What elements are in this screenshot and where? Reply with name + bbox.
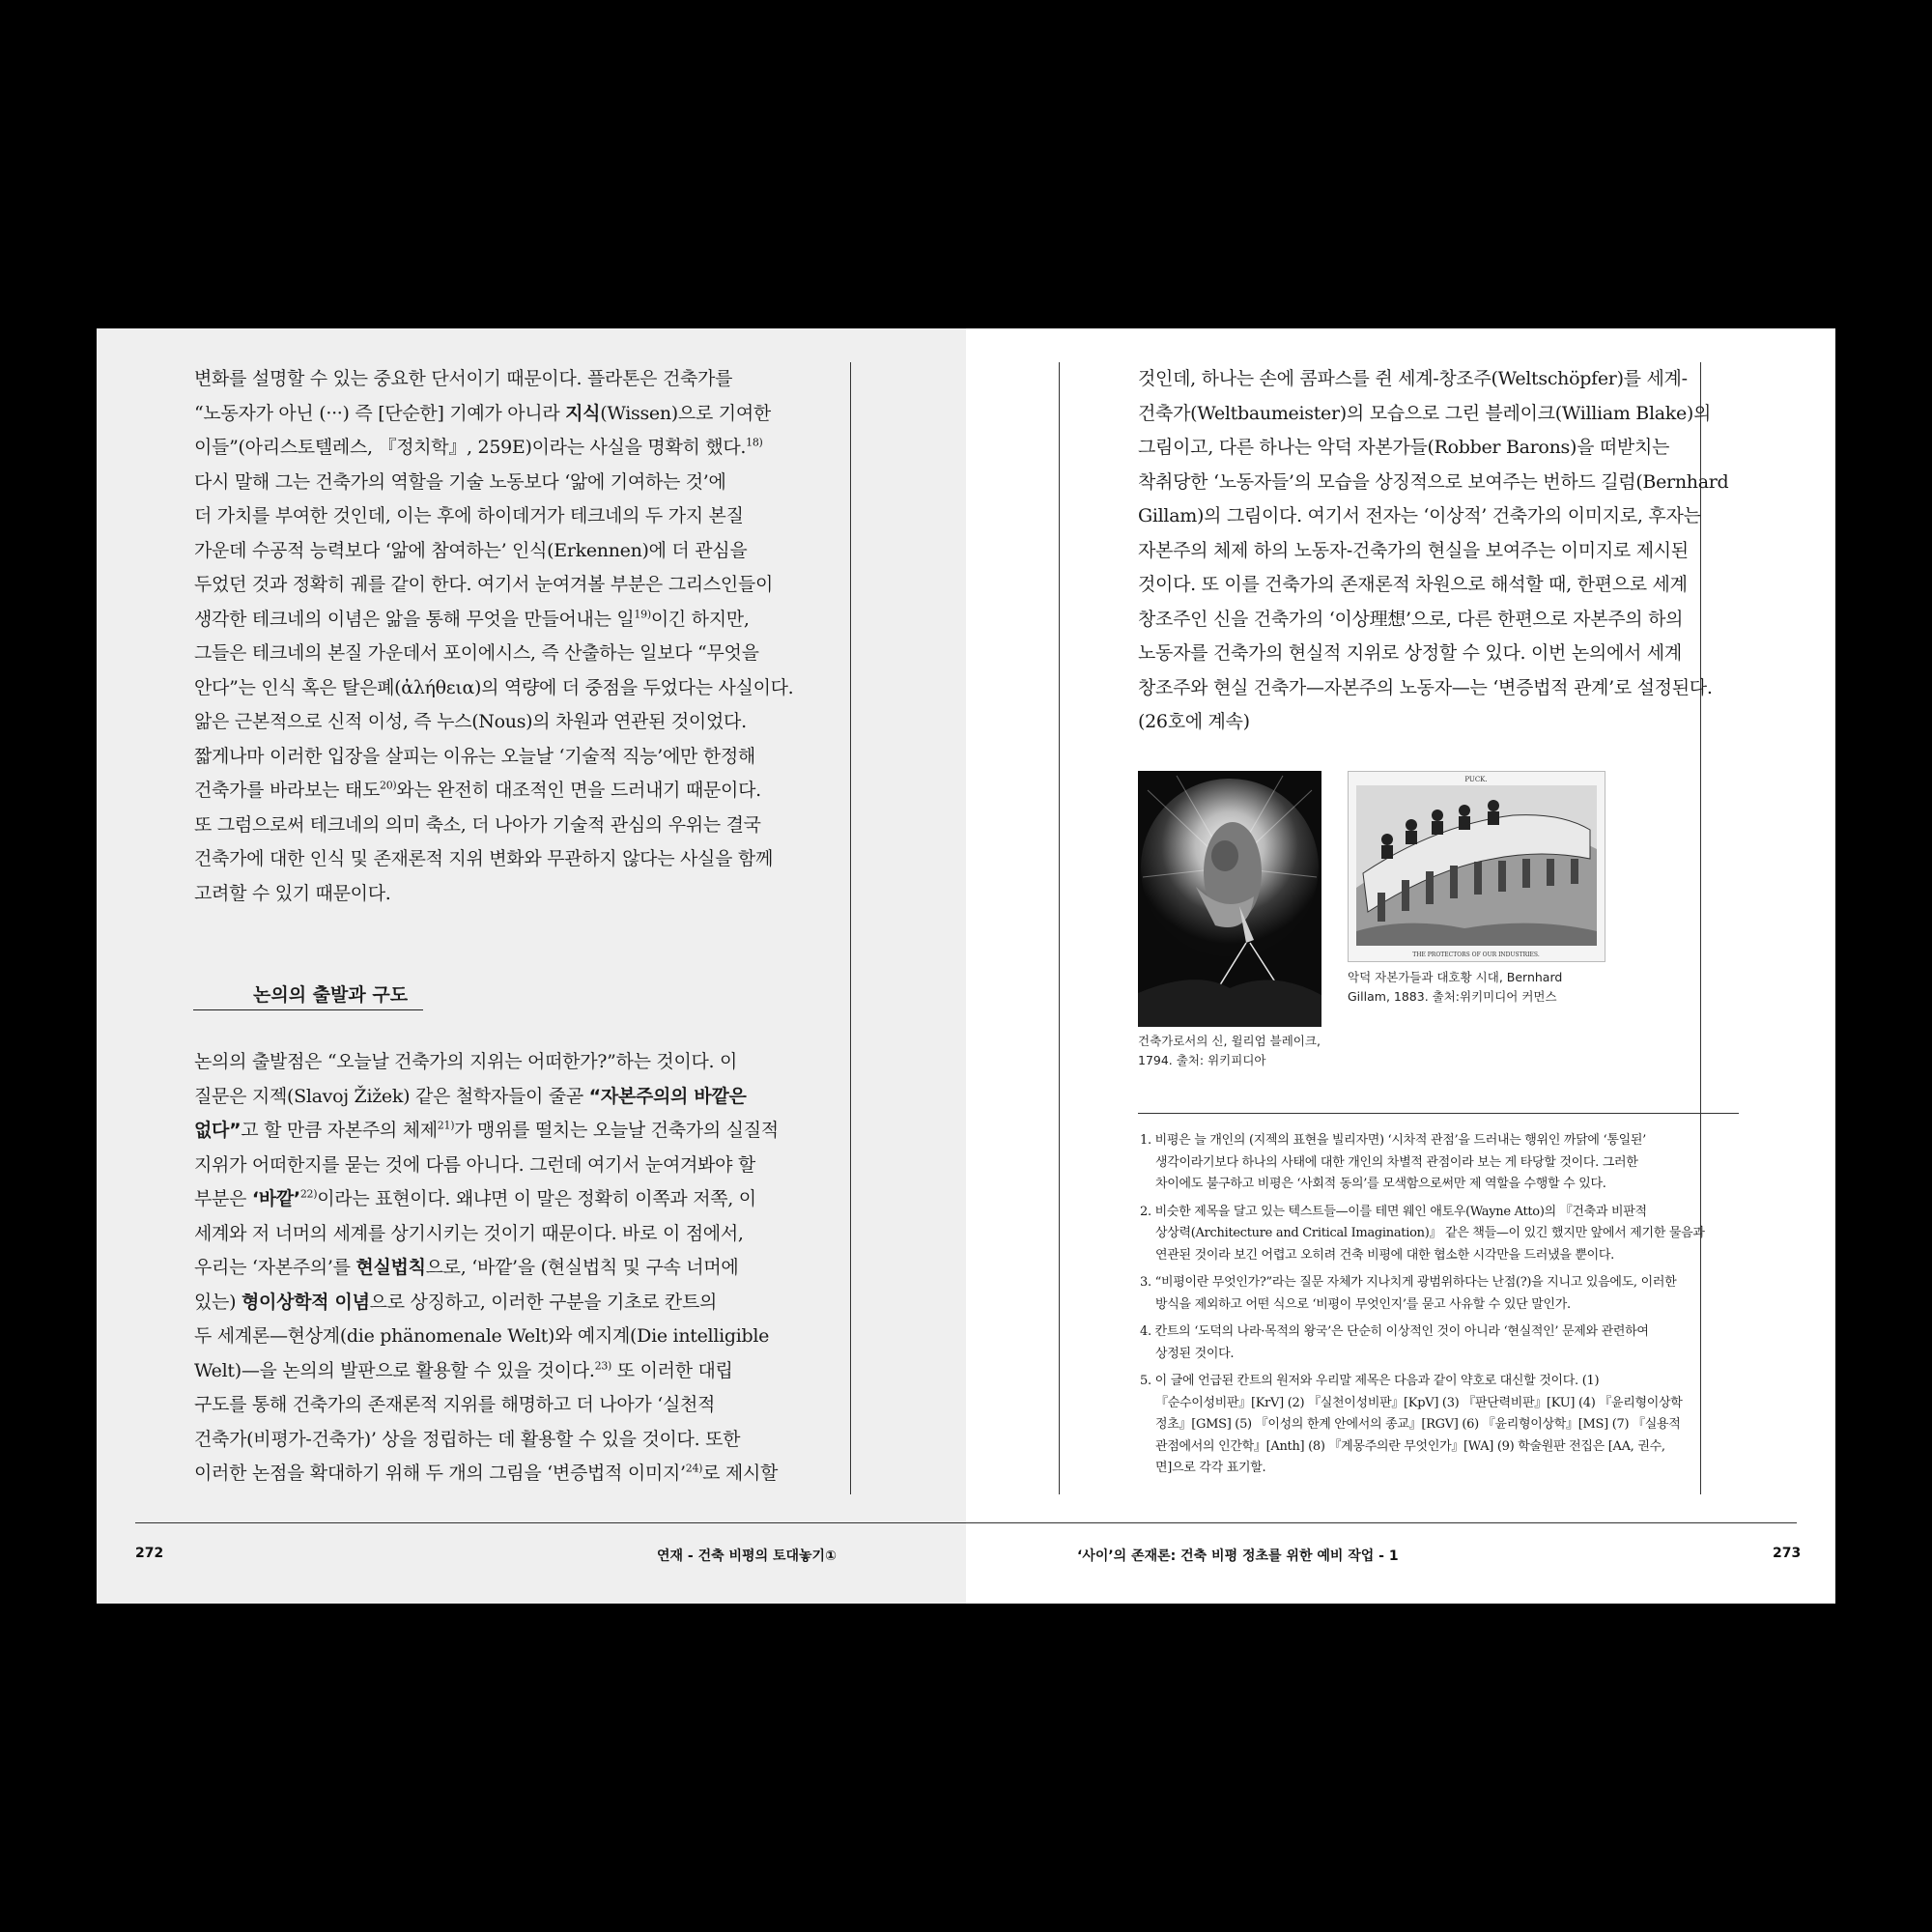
footnote-ref: 24) xyxy=(685,1462,703,1475)
text-line: 안다”는 인식 혹은 탈은폐(ἀλήθεια)의 역량에 더 중점을 두었다는 사실이다. xyxy=(194,676,794,698)
footer-rule xyxy=(966,1522,1797,1523)
figure1-caption xyxy=(1138,1032,1321,1070)
text-line: 생각한 테크네의 이념은 앎을 통해 무엇을 만들어내는 일$^{19)}$이긴 하지만, xyxy=(194,608,750,630)
text-line: 있는) 형이상학적 이념으로 상징하고, 이러한 구분을 기초로 칸트의 xyxy=(194,1291,718,1313)
robber-barons-illustration xyxy=(1349,772,1605,961)
page-number: 273 xyxy=(1773,1546,1802,1561)
footnote-rule xyxy=(1138,1113,1739,1114)
text-line: 건축가를 바라보는 태도$^{20)}$와는 완전히 대조적인 면을 드러내기 때문이다. xyxy=(194,779,761,801)
text-line: “노동자가 아닌 (···) 즉 [단순한] 기예가 아니라 지식(Wissen)으로 기여한 xyxy=(194,402,771,424)
text-line: 것이다. 또 이를 건축가의 존재론적 차원으로 해석할 때, 한편으로 세계 xyxy=(1138,574,1688,595)
book-spread xyxy=(97,328,1835,1604)
footnote-ref: 18) xyxy=(746,436,763,449)
caption-line: Gillam, 1883. 출처:위키미디어 커먼스 xyxy=(1348,989,1557,1004)
column-rule xyxy=(1059,362,1060,1494)
text-line: 구도를 통해 건축가의 존재론적 지위를 해명하고 더 나아가 ‘실천적 xyxy=(194,1394,716,1415)
text-line: 것인데, 하나는 손에 콤파스를 쥔 세계-창조주(Weltschöpfer)를 세계- xyxy=(1138,368,1688,389)
text-line: 더 가치를 부여한 것인데, 이는 후에 하이데거가 테크네의 두 가지 본질 xyxy=(194,505,744,526)
text-line: 이들”(아리스토텔레스, 『정치학』, 259E)이라는 사실을 명확히 했다.$^{18)}$ xyxy=(194,436,763,458)
footnote-2: 2. 비슷한 제목을 달고 있는 텍스트들—이를 테면 웨인 애토우(Wayne Atto)의 『건축과 비판적 상상력(Architecture and Critical Imagination)』 같은 책들—이 있긴 했지만 앞에서 제기한 물음과 연관된 것이라 보긴 어렵고 오히려 건축 비평에 대한 협소한 시각만을 드러냈을 뿐이다. xyxy=(1140,1204,1705,1263)
text-line: 질문은 지젝(Slavoj Žižek) 같은 철학자들이 줄곧 “자본주의의 바깥은 xyxy=(194,1085,747,1107)
text-line: 자본주의 체제 하의 노동자-건축가의 현실을 보여주는 이미지로 제시된 xyxy=(1138,539,1689,561)
ancient-of-days-illustration xyxy=(1138,771,1321,1027)
text-line: 창조주인 신을 건축가의 ‘이상理想’으로, 다른 한편으로 자본주의 하의 xyxy=(1138,608,1684,630)
left-paragraph-2 xyxy=(194,1045,779,1492)
text-line: 건축가(비평가-건축가)’ 상을 정립하는 데 활용할 수 있을 것이다. 또한 xyxy=(194,1428,741,1450)
text-line: 없다”고 할 만큼 자본주의 체제$^{21)}$가 맹위를 떨치는 오늘날 건축가의 실질적 xyxy=(194,1119,779,1141)
footnote-ref: 20) xyxy=(380,779,397,792)
gillam-cartoon-image xyxy=(1348,771,1605,962)
footnote-ref: 19) xyxy=(634,608,651,621)
text-line: Welt)—을 논의의 발판으로 활용할 수 있을 것이다.$^{23)}$ 또 이러한 대립 xyxy=(194,1359,733,1381)
text-line: 변화를 설명할 수 있는 중요한 단서이기 때문이다. 플라톤은 건축가를 xyxy=(194,368,733,389)
text-line: 짧게나마 이러한 입장을 살피는 이유는 오늘날 ‘기술적 직능’에만 한정해 xyxy=(194,745,755,767)
footnote-5: 5. 이 글에 언급된 칸트의 원저와 우리말 제목은 다음과 같이 약호로 대신할 것이다. (1) 『순수이성비판』[KrV] (2) 『실천이성비판』[KpV] (3) 『판단력비판』[KU] (4) 『윤리형이상학 정초』[GMS] (5) 『이성의 한계 안에서의 종교』[RGV] (6) 『윤리형이상학』[MS] (7) 『실용적 관점에서의 인간학』[Anth] (8) 『계몽주의란 무엇인가』[WA] (9) 학술원판 전집은 [AA, 권수, 면]으로 각각 표기할. xyxy=(1140,1374,1683,1475)
text-line: 이러한 논점을 확대하기 위해 두 개의 그림을 ‘변증법적 이미지’$^{24)}$로 제시할 xyxy=(194,1462,779,1484)
running-head: ‘사이’의 존재론: 건축 비평 정초를 위한 예비 작업 - 1 xyxy=(1077,1548,1399,1564)
footnote-ref: 22) xyxy=(299,1187,318,1201)
caption-line: 악덕 자본가들과 대호황 시대, Bernhard xyxy=(1348,970,1563,984)
column-rule xyxy=(850,362,851,1494)
text-line: 건축가(Weltbaumeister)의 모습으로 그린 블레이크(William Blake)의 xyxy=(1138,402,1712,424)
page-number: 272 xyxy=(135,1546,164,1561)
text-line: 건축가에 대한 인식 및 존재론적 지위 변화와 무관하지 않다는 사실을 함께 xyxy=(194,848,774,869)
text-line: 두 세계론—현상계(die phänomenale Welt)와 예지계(Die intelligible xyxy=(194,1325,770,1347)
text-line: 부분은 ‘바깥’$^{22)}$이라는 표현이다. 왜냐면 이 말은 정확히 이쪽과 저쪽, 이 xyxy=(194,1187,756,1209)
text-line: 노동자를 건축가의 현실적 지위로 상정할 수 있다. 이번 논의에서 세계 xyxy=(1138,642,1682,664)
text-line: 논의의 출발점은 “오늘날 건축가의 지위는 어떠한가?”하는 것이다. 이 xyxy=(194,1051,738,1072)
text-line: 가운데 수공적 능력보다 ‘앎에 참여하는’ 인식(Erkennen)에 더 관심을 xyxy=(194,539,748,561)
text-line: 그림이고, 다른 하나는 악덕 자본가들(Robber Barons)을 떠받치는 xyxy=(1138,437,1670,458)
footnote-1: 1. 비평은 늘 개인의 (지젝의 표현을 빌리자면) ‘시차적 관점’을 드러내는 행위인 까닭에 ‘통일된’ 생각이라기보다 하나의 사태에 대한 개인의 차별적 관점이라 보는 게 타당할 것이다. 그러한 차이에도 불구하고 비평은 ‘사회적 동의’를 모색함으로써만 제 역할을 수행할 수 있다. xyxy=(1140,1133,1646,1191)
text-line: 창조주와 현실 건축가—자본주의 노동자—는 ‘변증법적 관계’로 설정된다. xyxy=(1138,676,1713,698)
text-line: 그들은 테크네의 본질 가운데서 포이에시스, 즉 산출하는 일보다 “무엇을 xyxy=(194,642,759,664)
right-paragraph xyxy=(1138,362,1728,740)
footer-rule xyxy=(135,1522,966,1523)
text-line: 두었던 것과 정확히 궤를 같이 한다. 여기서 눈여겨볼 부분은 그리스인들이 xyxy=(194,574,774,595)
text-line: 다시 말해 그는 건축가의 역할을 기술 노동보다 ‘앎에 기여하는 것’에 xyxy=(194,470,726,493)
cartoon-header: PUCK. xyxy=(1464,776,1488,783)
right-page xyxy=(966,328,1835,1604)
text-line: 착취당한 ‘노동자들’의 모습을 상징적으로 보여주는 번하드 길럼(Bernhard xyxy=(1138,470,1729,493)
left-page xyxy=(97,328,966,1604)
footnote-ref: 21) xyxy=(437,1119,455,1132)
text-line: 앎은 근본적으로 신적 이성, 즉 누스(Nous)의 차원과 연관된 것이었다. xyxy=(194,711,747,732)
text-line: 우리는 ‘자본주의’를 현실법칙으로, ‘바깥’을 (현실법칙 및 구속 너머에 xyxy=(194,1257,739,1278)
text-line: 또 그럼으로써 테크네의 의미 축소, 더 나아가 기술적 관심의 우위는 결국 xyxy=(194,813,761,836)
footnote-4: 4. 칸트의 ‘도덕의 나라·목적의 왕국’은 단순히 이상적인 것이 아니라 ‘현실적인’ 문제와 관련하여 상정된 것이다. xyxy=(1140,1324,1649,1361)
section-title: 논의의 출발과 구도 xyxy=(193,980,423,1010)
cartoon-title: THE PROTECTORS OF OUR INDUSTRIES. xyxy=(1412,952,1540,958)
text-line: 세계와 저 너머의 세계를 상기시키는 것이기 때문이다. 바로 이 점에서, xyxy=(194,1222,744,1244)
footnote-3: 3. “비평이란 무엇인가?”라는 질문 자체가 지나치게 광범위하다는 난점(?)을 지니고 있음에도, 이러한 방식을 제외하고 어떤 식으로 ‘비평이 무엇인지’를 묻고 사유할 수 있단 말인가. xyxy=(1140,1275,1677,1312)
blake-engraving-image xyxy=(1138,771,1321,1027)
footnotes xyxy=(1140,1130,1739,1486)
text-line: Gillam)의 그림이다. 여기서 전자는 ‘이상적’ 건축가의 이미지로, 후자는 xyxy=(1138,505,1701,526)
left-paragraph-1 xyxy=(194,362,793,911)
figure2-caption xyxy=(1348,968,1562,1007)
text-line: 고려할 수 있기 때문이다. xyxy=(194,882,391,904)
running-head: 연재 - 건축 비평의 토대놓기① xyxy=(657,1548,837,1564)
text-line: (26호에 계속) xyxy=(1138,711,1250,732)
text-line: 지위가 어떠한지를 묻는 것에 다름 아니다. 그런데 여기서 눈여겨봐야 할 xyxy=(194,1153,755,1176)
caption-line: 1794. 출처: 위키피디아 xyxy=(1138,1053,1266,1067)
caption-line: 건축가로서의 신, 윌리엄 블레이크, xyxy=(1138,1034,1321,1048)
footnote-ref: 23) xyxy=(594,1359,612,1373)
